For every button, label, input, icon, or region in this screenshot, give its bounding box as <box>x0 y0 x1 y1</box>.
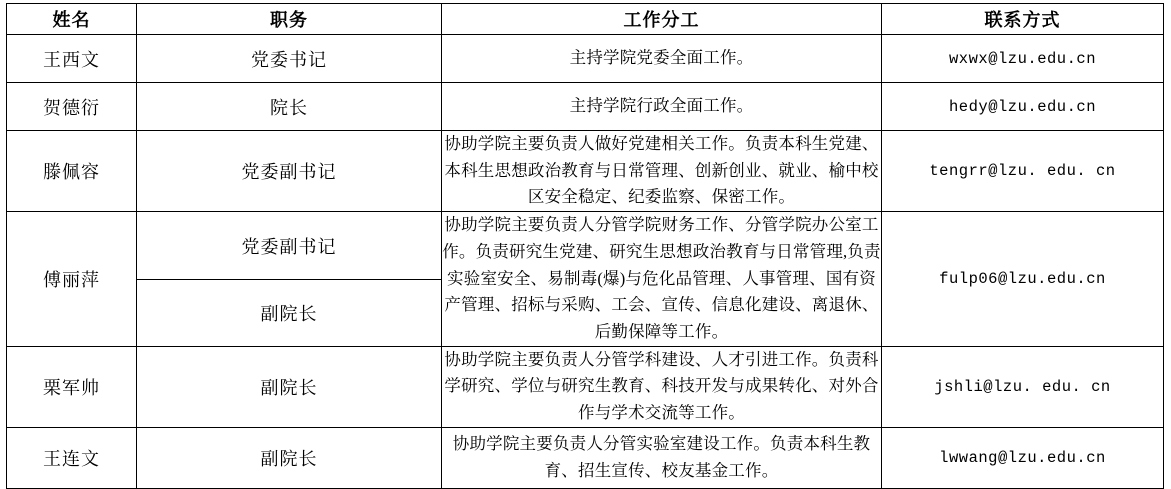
cell-duty: 协助学院主要负责人做好党建相关工作。负责本科生党建、本科生思想政治教育与日常管理、创新创业、就业、榆中校区安全稳定、纪委监察、保密工作。 <box>442 131 882 212</box>
column-header-title: 职务 <box>137 4 442 35</box>
table-header <box>7 4 1164 35</box>
cell-name: 王连文 <box>7 427 137 488</box>
cell-contact: tengrr@lzu. edu. cn <box>882 131 1164 212</box>
cell-title: 党委副书记 <box>137 131 442 212</box>
cell-duty: 主持学院行政全面工作。 <box>442 83 882 131</box>
cell-duty: 协助学院主要负责人分管学院财务工作、分管学院办公室工作。负责研究生党建、研究生思想政治教育与日常管理,负责实验室安全、易制毒(爆)与危化品管理、人事管理、国有资产管理、招标与采购、工会、宣传、信息化建设、离退休、后勤保障等工作。 <box>442 212 882 347</box>
table-header-row <box>7 4 1164 35</box>
table-row <box>7 83 1164 131</box>
table-row <box>7 131 1164 212</box>
cell-contact: jshli@lzu. edu. cn <box>882 346 1164 427</box>
cell-title: 副院长 <box>137 346 442 427</box>
column-header-contact: 联系方式 <box>882 4 1164 35</box>
column-header-duty: 工作分工 <box>442 4 882 35</box>
cell-name: 傅丽萍 <box>7 212 137 347</box>
staff-duty-table <box>6 3 1164 489</box>
cell-contact: lwwang@lzu.edu.cn <box>882 427 1164 488</box>
table-row <box>7 346 1164 427</box>
cell-contact: hedy@lzu.edu.cn <box>882 83 1164 131</box>
cell-title: 副院长 <box>137 427 442 488</box>
cell-duty: 协助学院主要负责人分管实验室建设工作。负责本科生教育、招生宣传、校友基金工作。 <box>442 427 882 488</box>
cell-title: 党委副书记 <box>137 212 442 280</box>
table-row <box>7 427 1164 488</box>
cell-duty: 主持学院党委全面工作。 <box>442 35 882 83</box>
cell-contact: wxwx@lzu.edu.cn <box>882 35 1164 83</box>
cell-name: 滕佩容 <box>7 131 137 212</box>
cell-contact: fulp06@lzu.edu.cn <box>882 212 1164 347</box>
cell-name: 王西文 <box>7 35 137 83</box>
table-row <box>7 35 1164 83</box>
table-row <box>7 212 1164 280</box>
cell-name: 栗军帅 <box>7 346 137 427</box>
column-header-name: 姓名 <box>7 4 137 35</box>
cell-title: 副院长 <box>137 280 442 346</box>
document-page <box>0 3 1171 487</box>
table-body <box>7 35 1164 489</box>
cell-title: 院长 <box>137 83 442 131</box>
cell-duty: 协助学院主要负责人分管学科建设、人才引进工作。负责科学研究、学位与研究生教育、科技开发与成果转化、对外合作与学术交流等工作。 <box>442 346 882 427</box>
cell-title: 党委书记 <box>137 35 442 83</box>
cell-name: 贺德衍 <box>7 83 137 131</box>
